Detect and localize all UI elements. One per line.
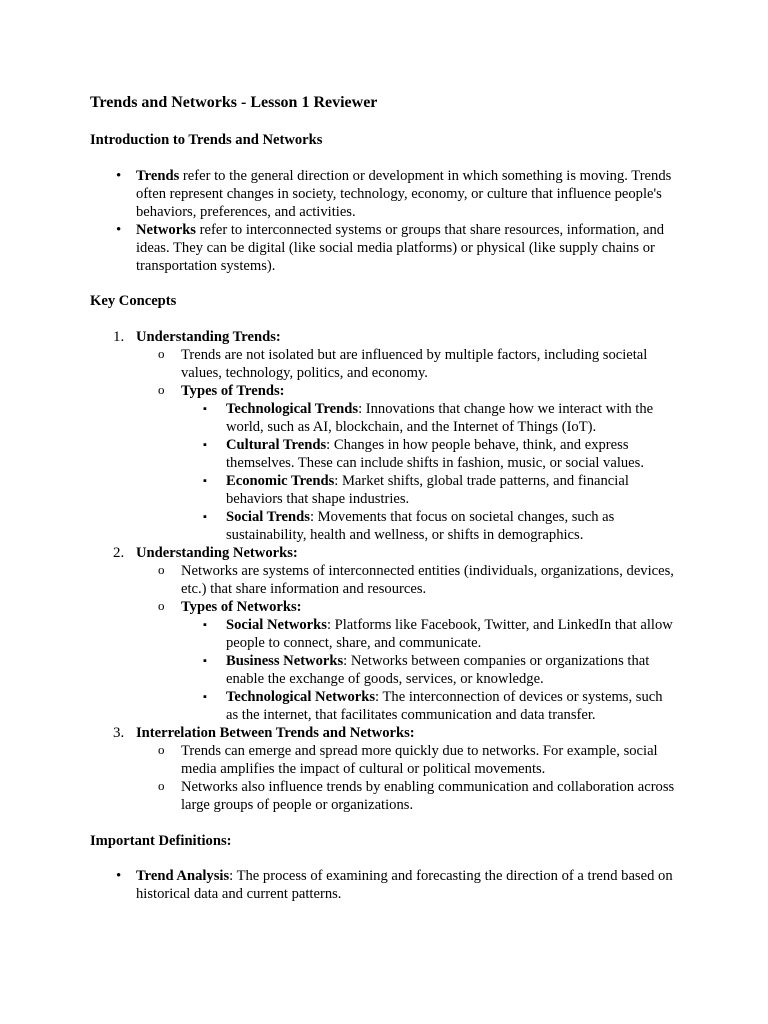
list-item xyxy=(0,688,681,724)
term: Social Trends xyxy=(226,509,310,525)
term: Technological Networks xyxy=(226,689,376,705)
list-item xyxy=(0,652,681,688)
definitions-heading: Important Definitions: xyxy=(90,833,232,849)
definition-text: : Platforms like Facebook, Twitter, and LinkedIn that allow people to connect, share, and communicate. xyxy=(226,617,673,651)
definition-text: : The interconnection of devices or systems, such as the internet, that facilitates communication and data transfer. xyxy=(226,689,663,723)
list-item xyxy=(0,472,681,508)
section-title: Understanding Networks: xyxy=(136,545,298,561)
number-mark: 3. xyxy=(113,725,125,741)
list-item xyxy=(0,508,681,544)
definition-text: refer to interconnected systems or groups that share resources, information, and ideas. They can be digital (like social media platforms) or physical (like supply chains or transportation systems). xyxy=(136,222,665,274)
bullet-mark: • xyxy=(116,168,122,184)
circle-mark: o xyxy=(158,598,165,613)
term: Networks xyxy=(136,222,196,238)
term: Technological Trends xyxy=(226,401,359,417)
definition-text: : Changes in how people behave, think, and express themselves. These can include shifts in fashion, music, or social values. xyxy=(226,437,644,471)
list-text: Trends are not isolated but are influenced by multiple factors, including societal values, technology, politics, and economy. xyxy=(181,347,648,381)
definition-text: : Networks between companies or organizations that enable the exchange of goods, services, or knowledge. xyxy=(226,653,650,687)
term: Social Networks xyxy=(226,617,327,633)
list-item xyxy=(0,867,681,903)
numbered-item xyxy=(0,544,681,562)
circle-mark: o xyxy=(158,778,165,793)
square-mark: ▪ xyxy=(203,439,207,451)
term: Economic Trends xyxy=(226,473,335,489)
number-mark: 1. xyxy=(113,329,125,345)
numbered-item xyxy=(0,328,681,346)
circle-mark: o xyxy=(158,382,165,397)
term: Trend Analysis xyxy=(136,868,230,884)
section-title: Interrelation Between Trends and Networks: xyxy=(136,725,415,741)
numbered-item xyxy=(0,724,681,742)
term: Business Networks xyxy=(226,653,344,669)
list-item xyxy=(0,400,681,436)
term: Trends xyxy=(136,168,180,184)
key-concepts-list xyxy=(0,328,681,814)
list-item xyxy=(0,221,681,275)
definition-text: : Movements that focus on societal changes, such as sustainability, health and wellness, or shifts in demographics. xyxy=(226,509,615,543)
list-item xyxy=(0,167,681,221)
key-concepts-heading: Key Concepts xyxy=(90,293,177,309)
number-mark: 2. xyxy=(113,545,125,561)
document-title: Trends and Networks - Lesson 1 Reviewer xyxy=(90,94,378,111)
intro-heading: Introduction to Trends and Networks xyxy=(90,132,323,148)
circle-mark: o xyxy=(158,346,165,361)
list-item xyxy=(0,436,681,472)
list-text: Trends can emerge and spread more quickly due to networks. For example, social media amplifies the impact of cultural or political movements. xyxy=(181,743,658,777)
bullet-mark: • xyxy=(116,868,122,884)
list-item xyxy=(0,778,681,814)
square-mark: ▪ xyxy=(203,619,207,631)
intro-list xyxy=(0,167,681,275)
definitions-list xyxy=(0,867,681,903)
square-mark: ▪ xyxy=(203,475,207,487)
square-mark: ▪ xyxy=(203,691,207,703)
types-label: Types of Networks: xyxy=(181,599,302,615)
list-item xyxy=(0,346,681,382)
circle-mark: o xyxy=(158,562,165,577)
section-title: Understanding Trends: xyxy=(136,329,281,345)
list-item xyxy=(0,562,681,598)
list-text: Networks also influence trends by enabling communication and collaboration across large groups of people or organizations. xyxy=(181,779,675,813)
definition-text: : The process of examining and forecasting the direction of a trend based on historical data and current patterns. xyxy=(136,868,673,902)
definition-text: refer to the general direction or development in which something is moving. Trends often represent changes in society, technology, economy, or culture that influence people's behaviors, preferences, and activities. xyxy=(136,168,672,220)
term: Cultural Trends xyxy=(226,437,327,453)
list-text: Networks are systems of interconnected entities (individuals, organizations, devices, etc.) that share information and resources. xyxy=(181,563,674,597)
list-item xyxy=(0,742,681,778)
circle-mark: o xyxy=(158,742,165,757)
square-mark: ▪ xyxy=(203,403,207,415)
types-label: Types of Trends: xyxy=(181,383,285,399)
definition-text: : Market shifts, global trade patterns, and financial behaviors that shape industries. xyxy=(226,473,629,507)
bullet-mark: • xyxy=(116,222,122,238)
square-mark: ▪ xyxy=(203,511,207,523)
list-item xyxy=(0,382,681,400)
square-mark: ▪ xyxy=(203,655,207,667)
list-item xyxy=(0,598,681,616)
list-item xyxy=(0,616,681,652)
definition-text: : Innovations that change how we interact with the world, such as AI, blockchain, and the Internet of Things (IoT). xyxy=(226,401,654,435)
